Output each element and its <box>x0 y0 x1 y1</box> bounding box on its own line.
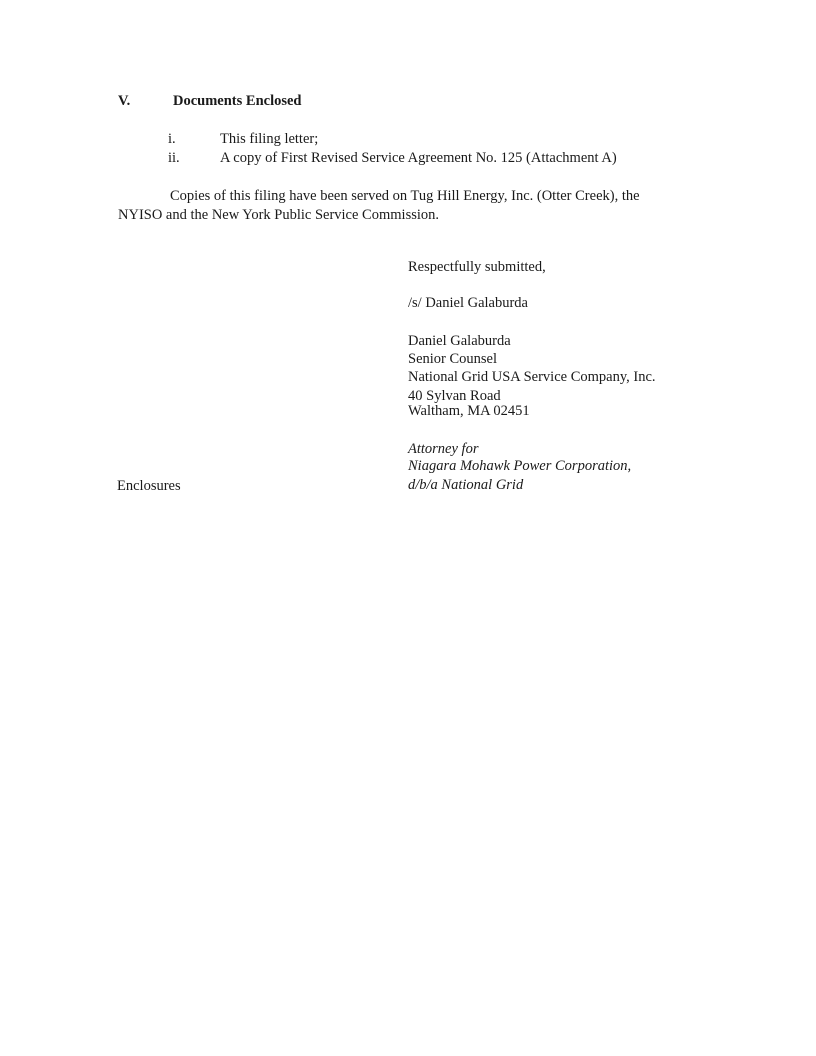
document-list-number: ii. <box>168 150 180 166</box>
signer-name: Daniel Galaburda <box>408 333 511 349</box>
signer-title: Senior Counsel <box>408 351 498 367</box>
client-name: Niagara Mohawk Power Corporation, <box>408 458 632 474</box>
attorney-for-label: Attorney for <box>408 441 479 457</box>
address-line: Waltham, MA 02451 <box>408 403 530 419</box>
document-list-item: This filing letter; <box>220 131 319 147</box>
closing-text: Respectfully submitted, <box>408 259 546 275</box>
electronic-signature: /s/ Daniel Galaburda <box>408 295 528 311</box>
enclosures-label: Enclosures <box>117 478 181 494</box>
signer-organization: National Grid USA Service Company, Inc. <box>408 369 656 385</box>
document-list-number: i. <box>168 131 176 147</box>
address-line: 40 Sylvan Road <box>408 388 501 404</box>
service-paragraph-line: NYISO and the New York Public Service Commission. <box>118 207 440 223</box>
document-list-item: A copy of First Revised Service Agreement No. 125 (Attachment A) <box>220 150 617 166</box>
section-number: V. <box>118 93 131 109</box>
section-title: Documents Enclosed <box>173 93 302 109</box>
service-paragraph-line: Copies of this filing have been served on Tug Hill Energy, Inc. (Otter Creek), the <box>170 188 640 204</box>
client-dba: d/b/a National Grid <box>408 477 524 493</box>
